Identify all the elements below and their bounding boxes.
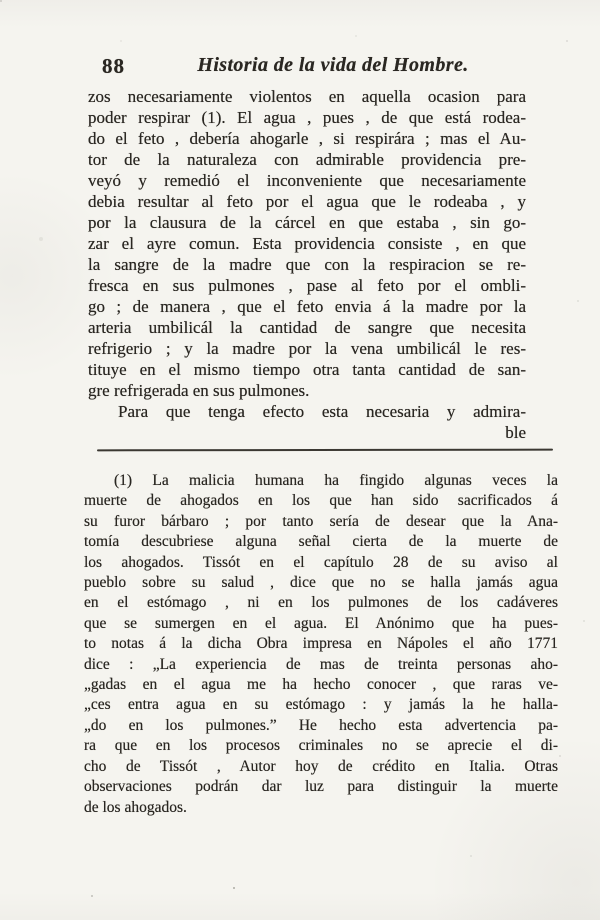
body-text-line: veyó y remedió el inconveniente que necesariamente [88, 171, 526, 190]
body-text-line: zos necesariamente violentos en aquella ocasion para [88, 87, 526, 106]
body-text-line: go ; de manera , que el feto envia á la madre por la [88, 297, 526, 316]
footnote-line: su furor bárbaro ; por tanto sería de desear que la Ana- [84, 512, 558, 530]
footnote-line: „ces entra agua en su estómago : y jamás la he halla- [84, 696, 558, 714]
body-text-line: arteria umbilicál la cantidad de sangre que necesita [88, 318, 526, 337]
footnote-line: en el estómago , ni en los pulmones de los cadáveres [84, 594, 558, 612]
body-text-line: ble [505, 423, 526, 442]
footnote-line: de los ahogados. [84, 798, 187, 816]
footnote-line: observaciones podrán dar luz para distinguir la muerte [84, 778, 558, 796]
footnote-block [84, 471, 558, 818]
body-text-line: la sangre de la madre que con la respiracion se re- [88, 255, 526, 274]
body-text-line: por la clausura de la cárcel en que estaba , sin go- [88, 213, 526, 232]
body-text-block [88, 86, 526, 443]
footnote-line: muerte de ahogados en los que han sido sacrificados á [84, 492, 558, 510]
page-number: 88 [102, 54, 125, 78]
footnote-line: los ahogados. Tissót en el capítulo 28 de su aviso al [84, 553, 558, 571]
body-text-line: poder respirar (1). El agua , pues , de que está rodea- [88, 108, 526, 127]
footnote-line: „gadas en el agua me ha hecho conocer , que raras ve- [84, 676, 558, 694]
footnote-line: dice : „La experiencia de mas de treinta personas aho- [84, 655, 558, 673]
body-text-line: refrigerio ; y la madre por la vena umbilicál le res- [88, 339, 526, 358]
body-text-line: zar el ayre comun. Esta providencia consiste , en que [88, 234, 526, 253]
footnote-separator-rule [97, 449, 553, 452]
body-text-line: tor de la naturaleza con admirable providencia pre- [88, 150, 526, 169]
footnote-line: tomía descubriese alguna señal cierta de la muerte de [84, 533, 558, 551]
body-text-line: fresca en sus pulmones , pase al feto por el ombli- [88, 276, 526, 295]
body-text-line: gre refrigerada en sus pulmones. [88, 381, 310, 400]
body-text-line: tituye en el mismo tiempo otra tanta cantidad de san- [88, 360, 526, 379]
footnote-line: „do en los pulmones.” He hecho esta advertencia pa- [84, 716, 558, 734]
footnote-line: to notas á la dicha Obra impresa en Nápoles el año 1771 [84, 635, 558, 653]
footnote-line: ra que en los procesos criminales no se aprecie el di- [84, 737, 558, 755]
body-text-line: do el feto , debería ahogarle , si respirára ; mas el Au- [88, 129, 526, 148]
scan-noise-specks [0, 0, 2, 2]
body-text-line: debia resultar al feto por el agua que le rodeaba , y [88, 192, 526, 211]
footnote-line: cho de Tissót , Autor hoy de crédito en Italia. Otras [84, 757, 558, 775]
footnote-line: (1) La malicia humana ha fingido algunas veces la [114, 472, 558, 489]
footnote-line: que se sumergen en el agua. El Anónimo que ha pues- [84, 614, 558, 632]
running-title: Historia de la vida del Hombre. [197, 54, 469, 76]
page-header [0, 54, 600, 80]
body-text-line: Para que tenga efecto esta necesaria y admira- [118, 402, 526, 421]
footnote-line: pueblo sobre su salud , dice que no se halla jamás agua [84, 574, 558, 592]
